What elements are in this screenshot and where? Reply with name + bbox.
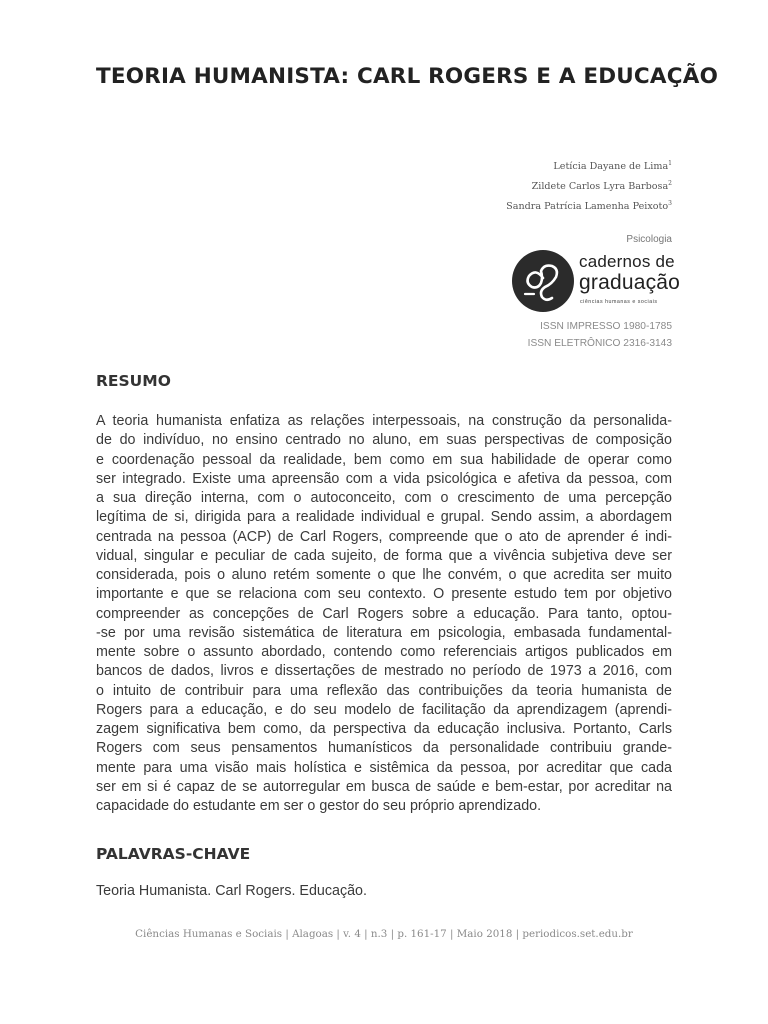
keywords-heading: PALAVRAS-CHAVE (96, 845, 251, 863)
author-1-affiliation-mark: 1 (668, 159, 672, 167)
keywords-list: Teoria Humanista. Carl Rogers. Educação. (96, 883, 367, 899)
abstract-line: A teoria humanista enfatiza as relações interpessoais, na construção da personalida- (96, 413, 672, 429)
author-2-name: Zildete Carlos Lyra Barbosa (531, 181, 669, 192)
author-3 (506, 197, 672, 217)
issn-block (528, 318, 672, 352)
abstract-body (96, 412, 672, 816)
journal-subtitle: ciências humanas e sociais (580, 299, 658, 305)
abstract-line: vidual, singular e peculiar de cada sujeito, de forma que a vivência subjetiva deve ser (96, 547, 672, 564)
journal-name-line-1: cadernos de (579, 252, 675, 271)
abstract-line: importante e que se relaciona com seu contexto. O presente estudo tem por objetivo (96, 586, 672, 603)
abstract-heading: RESUMO (96, 372, 171, 390)
abstract-line: bancos de dados, livros e dissertações de mestrado no período de 1973 a 2016, com (96, 663, 672, 680)
abstract-line: centrada na pessoa (ACP) de Carl Rogers, compreende que o ato de aprender é indi- (96, 528, 672, 545)
journal-logo (512, 250, 681, 316)
page-footer: Ciências Humanas e Sociais | Alagoas | v. 4 | n.3 | p. 161-17 | Maio 2018 | periodicos.set.edu.br (135, 928, 633, 940)
author-list (506, 157, 672, 217)
journal-name-line-2: graduação (579, 271, 681, 294)
journal-logo-icon (512, 250, 574, 312)
abstract-line: e coordenação pessoal da realidade, bem como em sua habilidade de operar como (96, 451, 672, 468)
issn-electronic: ISSN ELETRÔNICO 2316-3143 (527, 338, 672, 349)
abstract-line: ser integrado. Existe uma apreensão com a vida psicológica e afetiva da pessoa, com (96, 470, 672, 487)
abstract-line: compreender as concepções de Carl Rogers sobre a educação. Para tanto, optou- (96, 605, 672, 622)
abstract-line: Rogers com seus pensamentos humanísticos da personalidade contribuiu grande- (96, 740, 672, 757)
abstract-line: zagem significativa bem como, da perspectiva da educação inclusiva. Portanto, Carls (96, 721, 672, 737)
abstract-line: o intuito de contribuir para uma reflexão das contribuições da teoria humanista de (96, 682, 672, 699)
author-1-name: Letícia Dayane de Lima (553, 161, 669, 172)
abstract-line: mente para uma visão mais holística e sistêmica da pessoa, por acreditar que cada (96, 759, 672, 776)
author-3-name: Sandra Patrícia Lamenha Peixoto (506, 201, 669, 212)
abstract-line: legítima de si, dirigida para a realidade individual e grupal. Sendo assim, a abordagem (96, 509, 672, 526)
abstract-line: Rogers para a educação, e do seu modelo de facilitação da aprendizagem (aprendi- (96, 701, 672, 718)
abstract-line: capacidade do estudante em ser o gestor do seu próprio aprendizado. (96, 798, 542, 814)
author-3-affiliation-mark: 3 (668, 199, 672, 207)
abstract-line: de do indivíduo, no ensino centrado no aluno, em suas perspectivas de composição (96, 432, 672, 449)
abstract-line: a sua direção interna, com o autoconceito, com o crescimento de uma percepção (96, 490, 672, 506)
author-2 (506, 177, 672, 197)
author-1 (506, 157, 672, 177)
author-2-affiliation-mark: 2 (668, 179, 672, 187)
abstract-line: -se por uma revisão sistemática de literatura em psicologia, embasada fundamental- (96, 624, 672, 641)
abstract-line: ser em si é capaz de se autorregular em busca de saúde e bem-estar, por acreditar na (96, 778, 672, 795)
subject-area: Psicologia (626, 234, 672, 245)
abstract-line: considerada, pois o aluno retém somente o que lhe convém, o que acredita ser muito (96, 567, 672, 583)
abstract-line: mente sobre o assunto abordado, contendo como referenciais artigos publicados em (96, 644, 672, 660)
issn-print: ISSN IMPRESSO 1980-1785 (540, 321, 672, 332)
paper-title: TEORIA HUMANISTA: CARL ROGERS E A EDUCAÇÃO (96, 64, 719, 89)
